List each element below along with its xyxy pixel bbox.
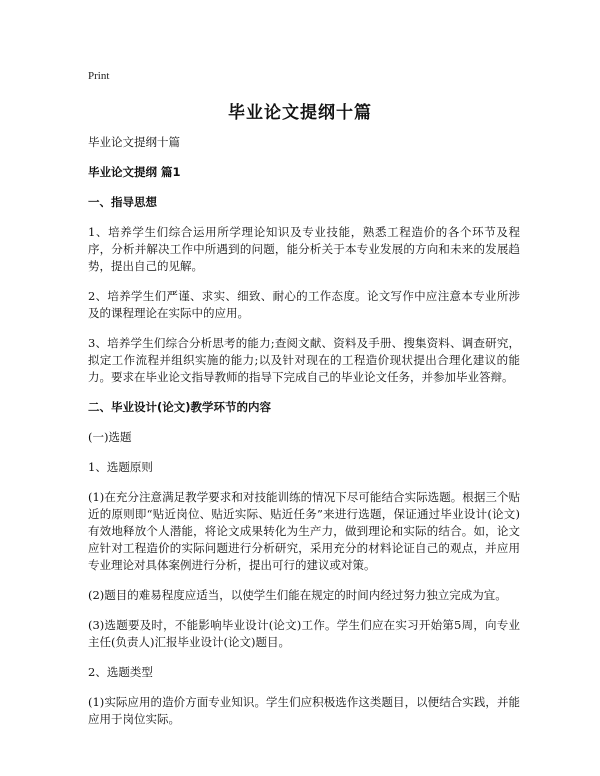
heading-teaching-content: 二、毕业设计(论文)教学环节的内容 [88, 400, 272, 414]
subheading-selection-type: 2、选题类型 [88, 665, 153, 679]
paragraph-6: (3)选题要及时，不能影响毕业设计(论文)工作。学生们应在实习开始第5周，向专业主任(负责人)汇报毕业设计(论文)题目。 [88, 618, 520, 649]
paragraph-5: (2)题目的难易程度应适当，以使学生们能在规定的时间内经过努力独立完成为宜。 [88, 588, 507, 602]
paragraph-4: (1)在充分注意满足教学要求和对技能训练的情况下尽可能结合实际选题。根据三个贴近的原则即“贴近岗位、贴近实际、贴近任务”来进行选题，保证通过毕业设计(论文)有效地释放个人潜能，将论文成果转化为生产力，做到理论和实际的结合。如，论文应针对工程造价的实际问题进行分析研究，采用充分的材料论证自己的观点，并应用专业理论对具体案例进行分析，提出可行的建议或对策。 [88, 490, 520, 572]
document-body [88, 134, 520, 741]
subheading-topic-selection: (一)选题 [88, 430, 132, 444]
paragraph-2: 2、培养学生们严谨、求实、细致、耐心的工作态度。论文写作中应注意本专业所涉及的课程理论在实际中的应用。 [88, 289, 520, 320]
paragraph-1: 1、培养学生们综合运用所学理论知识及专业技能，熟悉工程造价的各个环节及程序，分析并解决工作中所遇到的问题，能分析关于本专业发展的方向和未来的发展趋势，提出自己的见解。 [88, 225, 520, 273]
document-title: 毕业论文提纲十篇 [228, 103, 372, 123]
subheading-selection-principle: 1、选题原则 [88, 460, 153, 474]
document-subtitle: 毕业论文提纲十篇 [88, 135, 180, 149]
heading-guiding-ideology: 一、指导思想 [88, 195, 157, 209]
print-label: Print [88, 70, 110, 82]
paragraph-3: 3、培养学生们综合分析思考的能力;查阅文献、资料及手册、搜集资料、调查研究，拟定工作流程并组织实施的能力;以及针对现在的工程造价现状提出合理化建议的能力。要求在毕业论文指导教师的指导下完成自己的毕业论文任务，并参加毕业答辩。 [88, 336, 520, 384]
section-heading: 毕业论文提纲 篇1 [88, 165, 181, 179]
paragraph-7: (1)实际应用的造价方面专业知识。学生们应积极选作这类题目，以便结合实践，并能应用于岗位实际。 [88, 695, 520, 726]
